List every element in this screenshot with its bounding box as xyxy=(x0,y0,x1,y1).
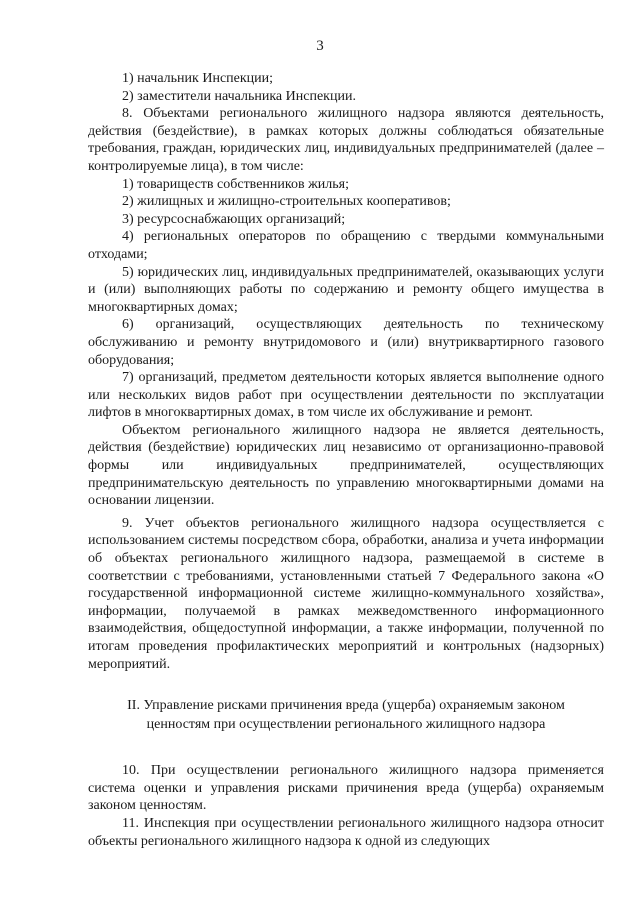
page-number: 3 xyxy=(316,38,324,54)
paragraph: 11. Инспекция при осуществлении регионального жилищного надзора относит объекты регионального жилищного надзора к одной из следующих xyxy=(88,815,604,849)
paragraph: 9. Учет объектов регионального жилищного надзора осуществляется с использованием системы посредством сбора, обработки, анализа и учета информации об объектах регионального жилищного надзора, размещаемой в системе в соответствии с требованиями, установленными статьей 7 Федерального закона «О государственной информационной системе жилищно-коммунального хозяйства», информации, получаемой в рамках межведомственного информационного взаимодействия, общедоступной информации, а также информации, полученной по итогам проведения профилактических мероприятий и контрольных (надзорных) мероприятий. xyxy=(88,515,604,672)
paragraph: Объектом регионального жилищного надзора не является деятельность, действия (бездействие) юридических лиц независимо от организационно-правовой формы или индивидуальных предпринимателей, осуществляющих предпринимательскую деятельность по управлению многоквартирными домами на основании лицензии. xyxy=(88,422,604,509)
list-item: 6) организаций, осуществляющих деятельность по техническому обслуживанию и ремонту внутридомового и (или) внутриквартирного газового оборудования; xyxy=(88,317,604,368)
list-item: 2) заместители начальника Инспекции. xyxy=(122,88,356,104)
list-item: 1) товариществ собственников жилья; xyxy=(122,176,349,192)
section-title xyxy=(88,696,604,734)
list-item: 1) начальник Инспекции; xyxy=(122,71,274,86)
section-title-line-2: ценностям при осуществлении регионального жилищного надзора xyxy=(146,717,546,733)
paragraph: 10. При осуществлении регионального жилищного надзора применяется система оценки и управления рисками причинения вреда (ущерба) охраняемым законом ценностям. xyxy=(88,763,604,814)
section-title-line-1: II. Управление рисками причинения вреда (ущерба) охраняемым законом xyxy=(127,698,565,714)
list-item: 4) региональных операторов по обращению с твердыми коммунальными отходами; xyxy=(88,229,604,262)
document-body xyxy=(88,70,604,850)
list-item: 3) ресурсоснабжающих организаций; xyxy=(122,211,346,227)
list-item: 5) юридических лиц, индивидуальных предпринимателей, оказывающих услуги и (или) выполняющих работы по содержанию и ремонту общего имущества в многоквартирных домах; xyxy=(88,264,604,315)
paragraph: 8. Объектами регионального жилищного надзора являются деятельность, действия (бездействие), в рамках которых должны соблюдаться обязательные требования, граждан, юридических лиц, индивидуальных предпринимателей (далее – контролируемые лица), в том числе: xyxy=(88,106,604,174)
list-item: 7) организаций, предметом деятельности которых является выполнение одного или нескольких видов работ при осуществлении деятельности по эксплуатации лифтов в многоквартирных домах, в том числе их обслуживание и ремонт. xyxy=(88,370,604,421)
list-item: 2) жилищных и жилищно-строительных кооперативов; xyxy=(122,194,451,210)
